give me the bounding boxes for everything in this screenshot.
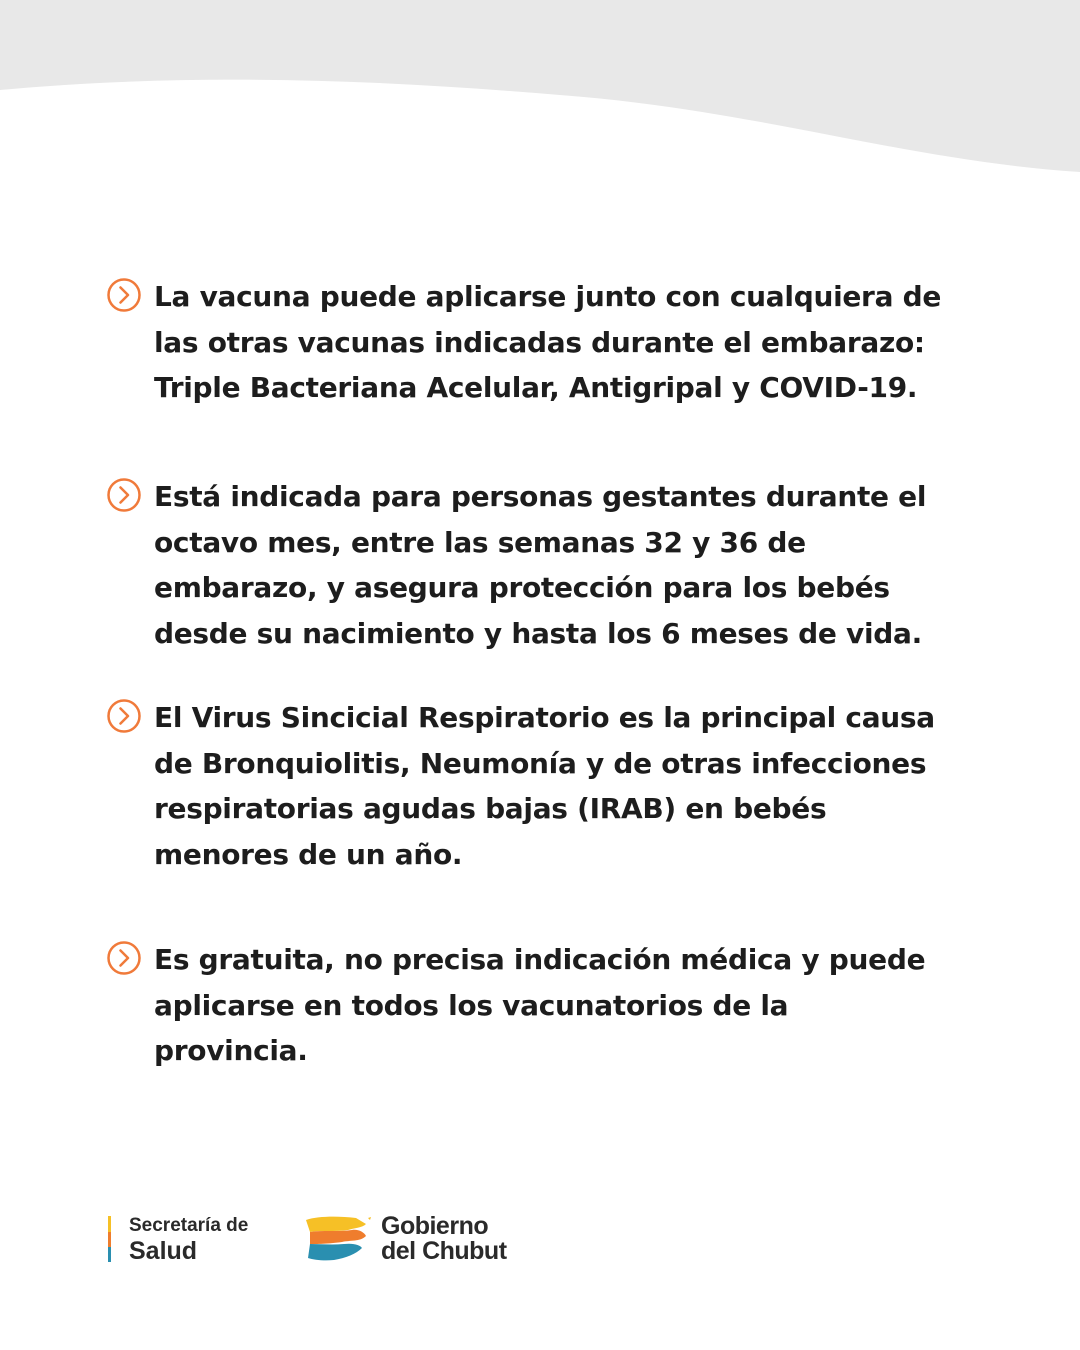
chevron-right-circle-icon (106, 940, 142, 976)
chevron-right-circle-icon (106, 477, 142, 513)
info-bullet-2 (106, 474, 966, 656)
chevron-right-circle-icon (106, 277, 142, 313)
bullet-text: Es gratuita, no precisa indicación médica y puede aplicarse en todos los vacunatorios de la provincia. (154, 943, 926, 1067)
gobierno-chubut-logo (381, 1214, 507, 1264)
top-wave-decoration (0, 0, 1080, 180)
info-bullet-4 (106, 937, 966, 1074)
info-bullet-3 (106, 695, 966, 877)
gobierno-line2: del Chubut (381, 1237, 507, 1265)
secretaria-salud-logo (129, 1214, 248, 1264)
salud-line2: Salud (129, 1237, 198, 1265)
bullet-text: El Virus Sincicial Respiratorio es la principal causa de Bronquiolitis, Neumonía y de otras infecciones respiratorias agudas bajas (IRAB) en bebés menores de un año. (154, 701, 935, 871)
chubut-map-logo-icon (304, 1214, 376, 1264)
salud-color-bar (108, 1216, 111, 1262)
bullet-text: La vacuna puede aplicarse junto con cualquiera de las otras vacunas indicadas durante el embarazo: Triple Bacteriana Acelular, Antigripal y COVID-19. (154, 280, 942, 404)
footer-logos (0, 1214, 1080, 1274)
gobierno-line1: Gobierno (381, 1212, 489, 1240)
info-bullet-1 (106, 274, 966, 411)
bullet-text: Está indicada para personas gestantes durante el octavo mes, entre las semanas 32 y 36 de embarazo, y asegura protección para los bebés desde su nacimiento y hasta los 6 meses de vida. (154, 480, 927, 650)
chevron-right-circle-icon (106, 698, 142, 734)
salud-line1: Secretaría de (129, 1215, 249, 1236)
